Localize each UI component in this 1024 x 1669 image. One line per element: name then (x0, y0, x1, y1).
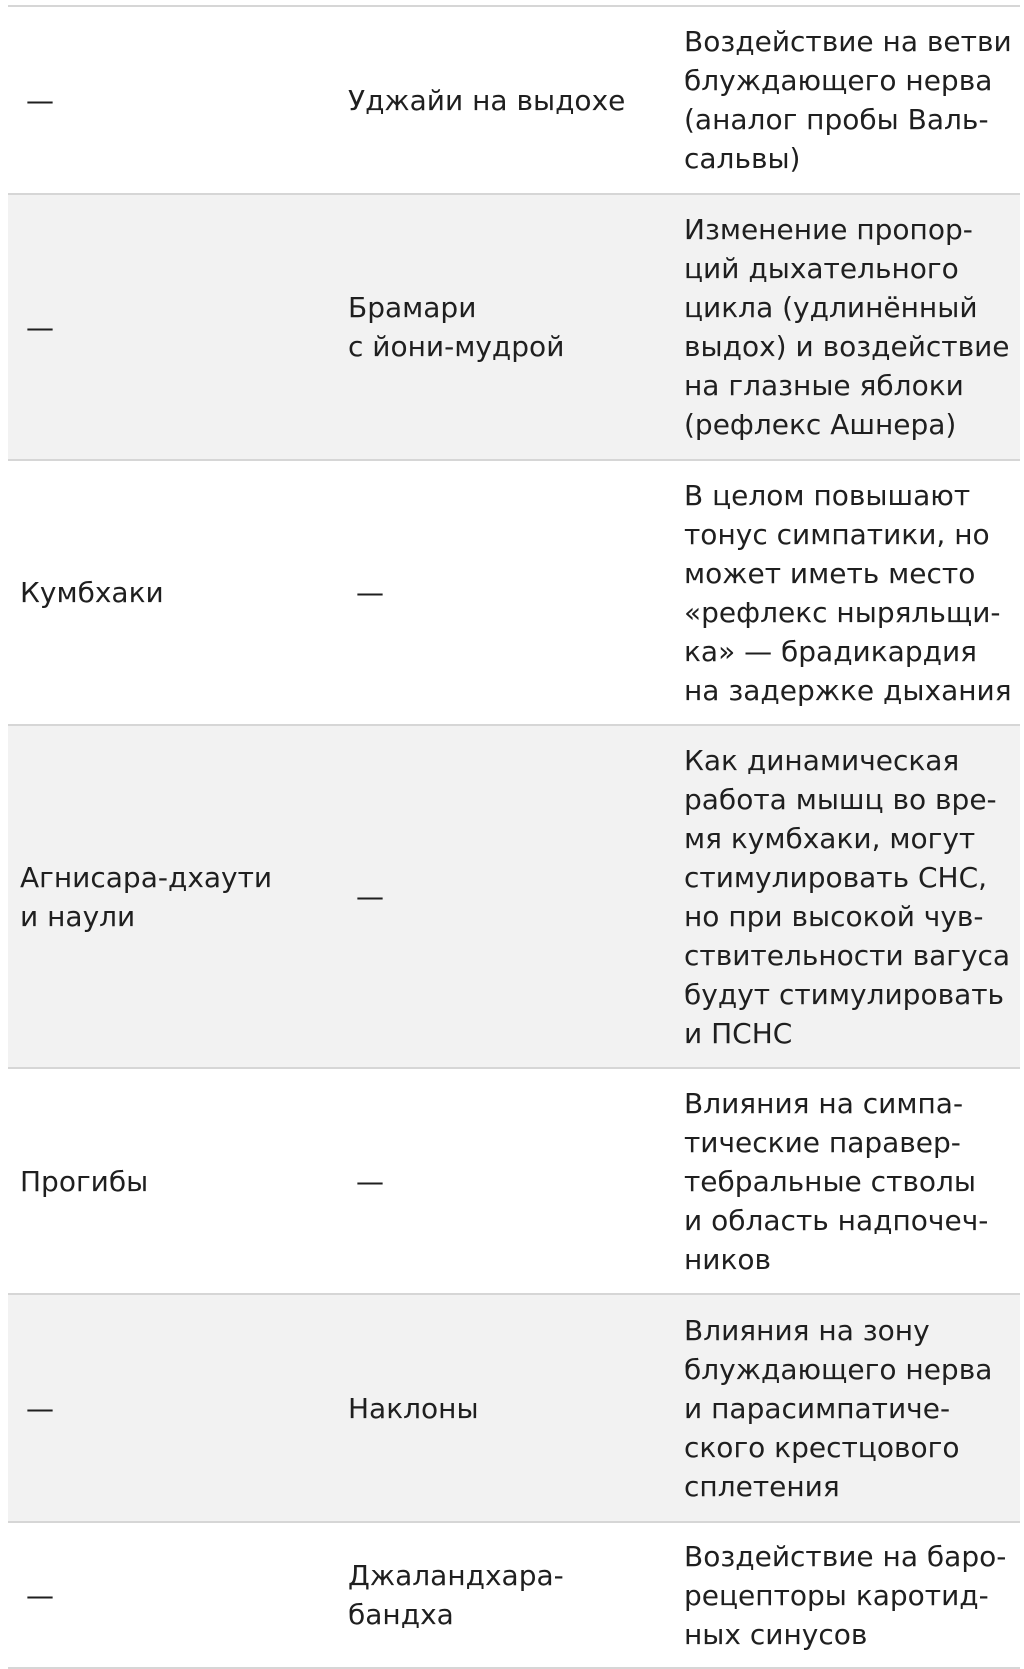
table-cell-col1: Агнисара-дхаути и наули (20, 860, 273, 933)
table-cell-col2: — (356, 880, 384, 913)
table-cell-col2: — (356, 576, 384, 609)
table-cell-col3: Как динамическая работа мышц во вре- мя кумбхаки, могут стимулировать СНС, но при высокой чув- ствительности вагуса будут стимулировать и ПСНС (684, 743, 1011, 1050)
table-cell-col3: Воздействие на баро- рецепторы каротид- ных синусов (684, 1539, 1007, 1651)
table-cell-col3: Изменение пропор- ций дыхательного цикла (удлинённый выдох) и воздействие на глазные яблоки (рефлекс Ашнера) (684, 213, 1010, 441)
table-row (8, 461, 1020, 726)
table-row (8, 726, 1020, 1069)
comparison-table (8, 5, 1020, 1669)
table-cell-col2: — (356, 1164, 384, 1198)
table-row (8, 7, 1020, 195)
table-cell-col1: Прогибы (20, 1164, 149, 1198)
table-cell-col2: Наклоны (348, 1391, 479, 1425)
table-row (8, 1069, 1020, 1295)
table-cell-col1: — (26, 310, 54, 344)
table-cell-col3: Влияния на зону блуждающего нерва и парасимпатиче- ского крестцового сплетения (684, 1313, 993, 1503)
table-cell-col1: — (26, 1391, 54, 1425)
table-cell-col3: В целом повышают тонус симпатики, но может иметь место «рефлекс ныряльщи- ка» — брадикардия на задержке дыхания (684, 478, 1012, 707)
table-cell-col3: Влияния на симпа- тические паравер- тебральные стволы и область надпочеч- ников (684, 1086, 989, 1276)
table-cell-col2: Брамари с йони-мудрой (348, 291, 565, 363)
table-cell-col3: Воздействие на ветви блуждающего нерва (аналог пробы Валь- сальвы) (684, 25, 1012, 175)
table-cell-col2: Джаландхара- бандха (348, 1559, 564, 1631)
table-cell-col1: — (26, 1578, 54, 1612)
table-cell-col1: Кумбхаки (20, 576, 164, 609)
table-row (8, 1295, 1020, 1523)
table-row (8, 1523, 1020, 1669)
table-cell-col1: — (26, 83, 54, 117)
table-row (8, 195, 1020, 461)
table-cell-col2: Уджайи на выдохе (348, 83, 626, 117)
